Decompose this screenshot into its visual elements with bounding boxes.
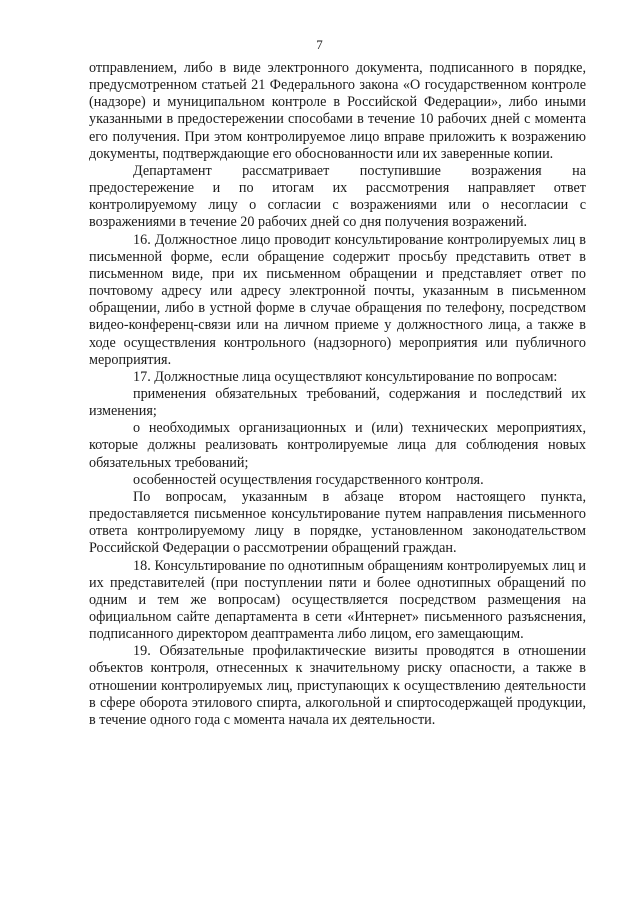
paragraph-7: особенностей осуществления государственного контроля. xyxy=(133,471,484,488)
paragraph-1: отправлением, либо в виде электронного документа, подписанного в порядке, предусмотренном статьей 21 Федерального закона «О государственном контроле (надзоре) и муниципальном контроле в Российской Федерации», либо иными указанными в предостережении способами в течение 10 рабочих дней с момента его получения. При этом контролируемое лицо вправе приложить к возражению документы, подтверждающие его обоснованности или их заверенные копии. xyxy=(89,60,586,162)
page-number: 7 xyxy=(316,37,323,52)
paragraph-10: 19. Обязательные профилактические визиты проводятся в отношении объектов контроля, отнесенных к значительному риску опасности, а также в отношении контролируемых лиц, приступающих к осуществлению деятельности в сфере оборота этилового спирта, алкогольной и спиртосодержащей продукции, в течение одного года с момента начала их деятельности. xyxy=(89,643,586,728)
paragraph-4: 17. Должностные лица осуществляют консультирование по вопросам: xyxy=(133,368,558,385)
paragraph-5: применения обязательных требований, содержания и последствий их изменения; xyxy=(89,385,586,420)
paragraph-6: о необходимых организационных и (или) технических мероприятиях, которые должны реализовать контролируемые лица для соблюдения новых обязательных требований; xyxy=(89,420,586,471)
paragraph-2: Департамент рассматривает поступившие возражения на предостережение и по итогам их рассмотрения направляет ответ контролируемому лицу о согласии с возражениями или о несогласии с возражениями в течение 20 рабочих дней со дня получения возражений. xyxy=(89,162,586,231)
paragraph-3: 16. Должностное лицо проводит консультирование контролируемых лиц в письменной форме, если обращение содержит просьбу представить ответ в письменном виде, при их письменном обращении и представляет ответ по почтовому адресу или адресу электронной почты, указанным в письменном обращении, либо в устной форме в случае обращения по телефону, посредством видео-конференц-связи или на личном приеме у должностного лица, а также в ходе осуществления контрольного (надзорного) мероприятия или публичного мероприятия. xyxy=(89,231,586,368)
paragraph-9: 18. Консультирование по однотипным обращениям контролируемых лиц и их представителей (при поступлении пяти и более однотипных обращений по одним и тем же вопросам) осуществляется посредством размещения на официальном сайте департамента в сети «Интернет» письменного разъяснения, подписанного директором деаптрамента либо лицом, его замещающим. xyxy=(89,557,586,643)
document-body xyxy=(89,60,586,729)
paragraph-8: По вопросам, указанным в абзаце втором настоящего пункта, предоставляется письменное консультирование путем направления письменного ответа контролируемому лицу в порядке, установленном законодательством Российской Федерации о рассмотрении обращений граждан. xyxy=(89,488,586,557)
